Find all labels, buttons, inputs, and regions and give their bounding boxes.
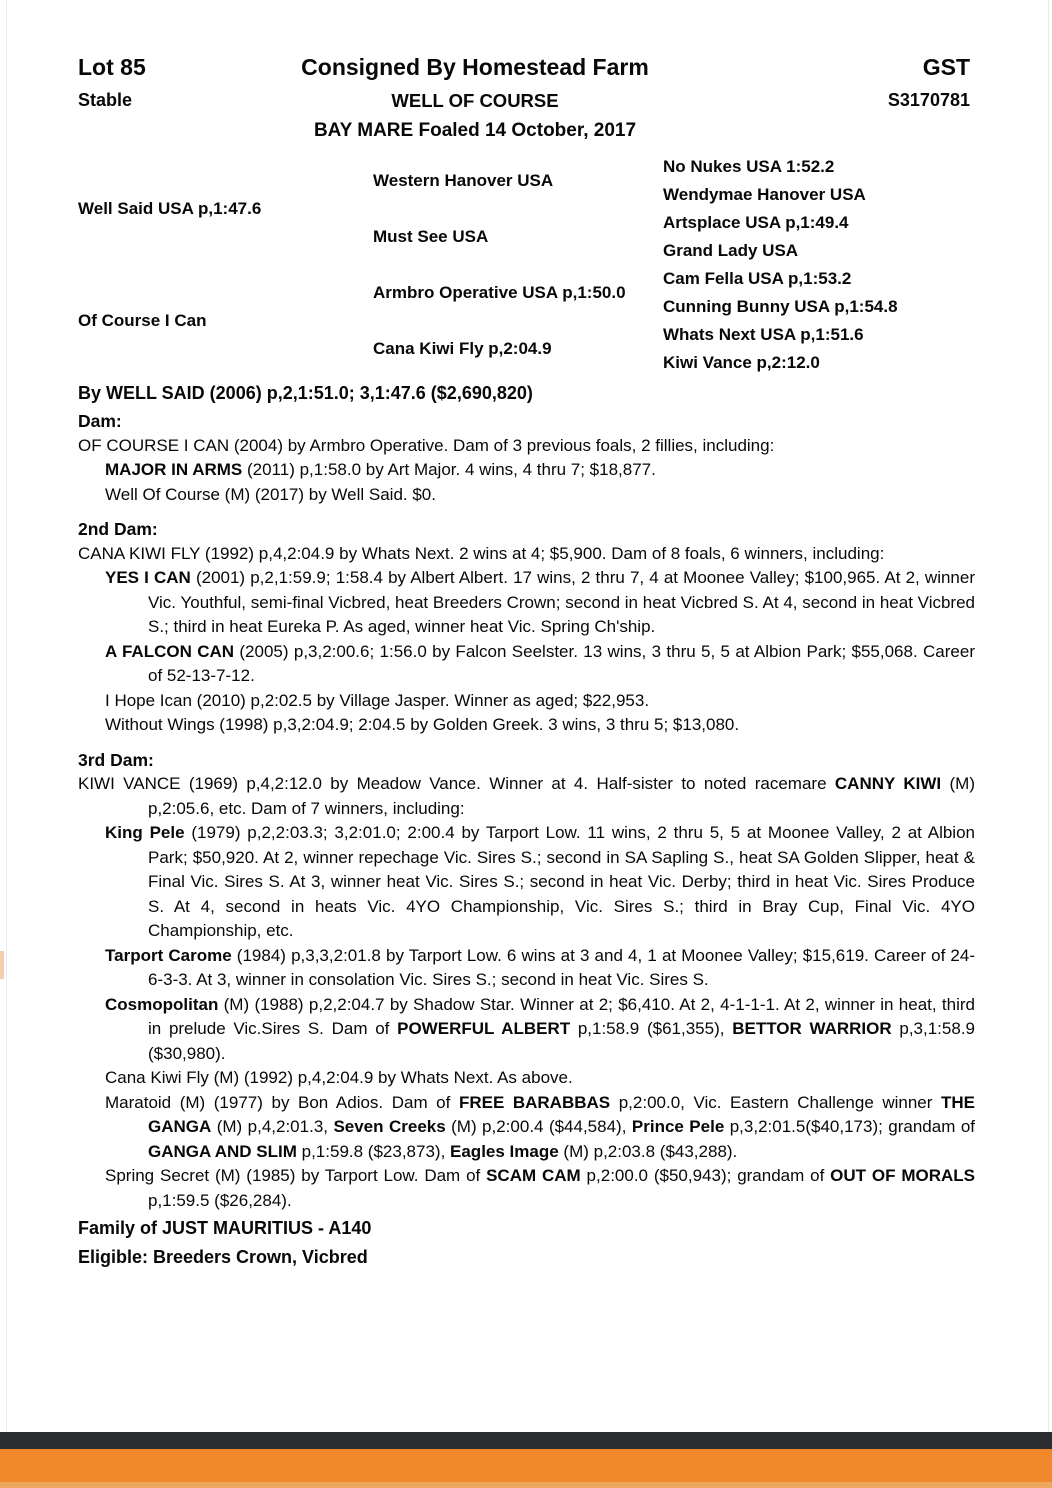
paragraph-text: p,3,1:58.9 ($30,980). (148, 1019, 975, 1063)
section-heading: Dam: (78, 411, 122, 431)
horse-name-emphasis: OUT OF MORALS (830, 1166, 975, 1185)
horse-name-emphasis: GANGA AND SLIM (148, 1141, 297, 1161)
dam-section (78, 409, 975, 507)
pedigree-gen3-2: Artsplace USA p,1:49.4 (663, 213, 849, 232)
paragraph-text: I Hope Ican (2010) p,2:02.5 by Village Jasper. Winner as aged; $22,953. (105, 690, 650, 710)
foaling-line: BAY MARE Foaled 14 October, 2017 (313, 120, 637, 141)
family-line: Family of JUST MAURITIUS - A140 (78, 1218, 372, 1238)
pedigree-dam-sire: Armbro Operative USA p,1:50.0 (373, 283, 626, 302)
pedigree-dam-dam: Cana Kiwi Fly p,2:04.9 (373, 339, 552, 358)
pedigree-paragraph (78, 713, 975, 738)
paragraph-text: Without Wings (1998) p,3,2:04.9; 2:04.5 by Golden Greek. 3 wins, 3 thru 5; $13,080. (105, 715, 740, 734)
sire-summary-line: By WELL SAID (2006) p,2,1:51.0; 3,1:47.6 ($2,690,820) (78, 383, 533, 403)
pedigree-text-content (78, 409, 975, 1269)
paragraph-text: (2005) p,3,2:00.6; 1:56.0 by Falcon Seelster. 13 wins, 3 thru 5, 5 at Albion Park; $55,068. Career of 52-13-7-12. (148, 641, 975, 685)
gst-label: GST (922, 54, 970, 80)
scan-edge-line-right (1048, 0, 1049, 1432)
paragraph-text: (M) p,2:00.4 ($44,584), (445, 1117, 632, 1136)
paragraph-text: p,1:59.8 ($23,873), (296, 1141, 451, 1161)
footer-bar-dark (0, 1432, 1052, 1449)
scan-artifact-blot (0, 951, 4, 979)
paragraph-text: p,3,2:01.5($40,173); grandam of (724, 1117, 975, 1136)
dam-section (78, 517, 975, 738)
pedigree-gen3-0: No Nukes USA 1:52.2 (663, 157, 835, 176)
pedigree-generation-1 (78, 153, 373, 377)
paragraph-text: (2011) p,1:58.0 by Art Major. 4 wins, 4 thru 7; $18,877. (242, 460, 656, 479)
eligible-line: Eligible: Breeders Crown, Vicbred (78, 1246, 368, 1267)
horse-name-emphasis: A FALCON CAN (105, 641, 235, 661)
scan-edge-line-left (6, 0, 7, 1432)
paragraph-text: p,1:58.9 ($61,355), (570, 1019, 733, 1038)
pedigree-paragraph (78, 944, 975, 993)
pedigree-paragraph (78, 458, 975, 483)
paragraph-text: OF COURSE I CAN (2004) by Armbro Operative. Dam of 3 previous foals, 2 fillies, including: (78, 435, 775, 455)
paragraph-text: Maratoid (M) (1977) by Bon Adios. Dam of (105, 1092, 459, 1112)
pedigree-paragraph (78, 640, 975, 689)
pedigree-gen3-6: Whats Next USA p,1:51.6 (663, 325, 864, 344)
paragraph-text: KIWI VANCE (1969) p,4,2:12.0 by Meadow Vance. Winner at 4. Half-sister to noted racemare (78, 774, 835, 793)
paragraph-text: (1984) p,3,3,2:01.8 by Tarport Low. 6 wins at 3 and 4, 1 at Moonee Valley; $15,619. Career of 24-6-3-3. At 3, winner in consolation Vic. Sires S.; second in heat Vic. Sires S. (148, 945, 975, 989)
paragraph-text: (M) p,4,2:01.3, (211, 1117, 334, 1136)
horse-name-emphasis: THE GANGA (148, 1092, 976, 1136)
pedigree-paragraph (78, 434, 975, 459)
paragraph-text: Spring Secret (M) (1985) by Tarport Low. Dam of (105, 1166, 487, 1185)
horse-name-emphasis: Cosmopolitan (105, 994, 219, 1014)
pedigree-paragraph (78, 1091, 975, 1165)
horse-name-emphasis: Eagles Image (450, 1141, 559, 1161)
pedigree-gen3-4: Cam Fella USA p,1:53.2 (663, 269, 852, 288)
horse-name-emphasis: Tarport Carome (105, 945, 232, 965)
paragraph-text: (M) p,2:03.8 ($43,288). (558, 1141, 738, 1161)
horse-name-emphasis: MAJOR IN ARMS (105, 460, 243, 479)
stable-label: Stable (78, 90, 133, 110)
consignor-title: Consigned By Homestead Farm (301, 54, 649, 80)
pedigree-dam: Of Course I Can (78, 311, 207, 330)
pedigree-paragraph (78, 566, 975, 640)
pedigree-generation-3 (663, 153, 975, 377)
pedigree-paragraph (78, 689, 975, 714)
horse-name-emphasis: BETTOR WARRIOR (732, 1019, 892, 1038)
horse-name-emphasis: FREE BARABBAS (458, 1092, 611, 1112)
paragraph-text: Well Of Course (M) (2017) by Well Said. $0. (105, 484, 436, 504)
horse-name-emphasis: King Pele (105, 823, 185, 842)
paragraph-text: p,1:59.5 ($26,284). (148, 1190, 292, 1210)
dam-sections (78, 409, 975, 1213)
paragraph-text: Cana Kiwi Fly (M) (1992) p,4,2:04.9 by Whats Next. As above. (105, 1068, 573, 1087)
pedigree-sire: Well Said USA p,1:47.6 (78, 199, 262, 218)
registration-number: S3170781 (887, 90, 970, 110)
horse-name: WELL OF COURSE (391, 90, 559, 111)
section-heading: 2nd Dam: (78, 519, 158, 539)
pedigree-paragraph (78, 542, 975, 567)
paragraph-text: (M) (1988) p,2,2:04.7 by Shadow Star. Winner at 2; $6,410. At 2, 4-1-1-1. At 2, winner in heat, third in prelude Vic.Sires S. Dam of (148, 994, 975, 1038)
footer-bar-light-strip (0, 1482, 1052, 1488)
pedigree-paragraph (78, 821, 975, 944)
horse-name-emphasis: POWERFUL ALBERT (397, 1019, 571, 1038)
paragraph-text: (2001) p,2,1:59.9; 1:58.4 by Albert Albert. 17 wins, 2 thru 7, 4 at Moonee Valley; $100,965. At 2, winner Vic. Youthful, semi-final Vicbred, heat Breeders Crown; second in heat Vicbred S. At 4, second in heat Vicbred S.; third in heat Eureka P. As aged, winner heat Vic. Spring Ch'ship. (148, 568, 975, 636)
paragraph-text: p,2:00.0 ($50,943); grandam of (580, 1166, 831, 1185)
pedigree-paragraph (78, 993, 975, 1067)
pedigree-paragraph (78, 1164, 975, 1213)
horse-name-emphasis: Seven Creeks (333, 1117, 446, 1136)
pedigree-table (78, 153, 975, 377)
footer-bar-orange (0, 1449, 1052, 1482)
pedigree-gen3-1: Wendymae Hanover USA (663, 185, 866, 204)
pedigree-paragraph (78, 772, 975, 821)
pedigree-sire-sire: Western Hanover USA (373, 171, 554, 190)
horse-name-emphasis: Prince Pele (631, 1117, 725, 1136)
horse-name-emphasis: SCAM CAM (486, 1166, 581, 1185)
paragraph-text: p,2:00.0, Vic. Eastern Challenge winner (610, 1092, 942, 1112)
pedigree-gen3-7: Kiwi Vance p,2:12.0 (663, 353, 820, 372)
pedigree-gen3-5: Cunning Bunny USA p,1:54.8 (663, 297, 898, 316)
pedigree-paragraph (78, 483, 975, 508)
horse-name-emphasis: YES I CAN (105, 568, 191, 587)
pedigree-paragraph (78, 1066, 975, 1091)
dam-section (78, 748, 975, 1214)
paragraph-text: CANA KIWI FLY (1992) p,4,2:04.9 by Whats Next. 2 wins at 4; $5,900. Dam of 8 foals, 6 winners, including: (78, 543, 885, 563)
horse-name-emphasis: CANNY KIWI (834, 774, 942, 793)
pedigree-generation-2 (373, 153, 663, 377)
pedigree-sire-dam: Must See USA (373, 227, 489, 246)
section-heading: 3rd Dam: (78, 749, 154, 770)
pedigree-gen3-3: Grand Lady USA (663, 241, 799, 260)
paragraph-text: (1979) p,2,2:03.3; 3,2:01.0; 2:00.4 by Tarport Low. 11 wins, 2 thru 5, 5 at Moonee Valley, 2 at Albion Park; $50,920. At 2, winner repechage Vic. Sires S.; second in SA Sapling S., heat SA Golden Slipper, heat & Final Vic. Sires S. At 3, winner heat Vic. Sires S.; second in heat Vic. Derby; third in heat Vic. Sires Produce S. At 4, second in heats Vic. 4YO Championship, Vic. Sires S.; third in Bray Cup, Final Vic. 4YO Championship, etc. (148, 823, 975, 940)
lot-number: Lot 85 (78, 54, 146, 80)
paragraph-text: (M) p,2:05.6, etc. Dam of 7 winners, including: (148, 774, 975, 818)
